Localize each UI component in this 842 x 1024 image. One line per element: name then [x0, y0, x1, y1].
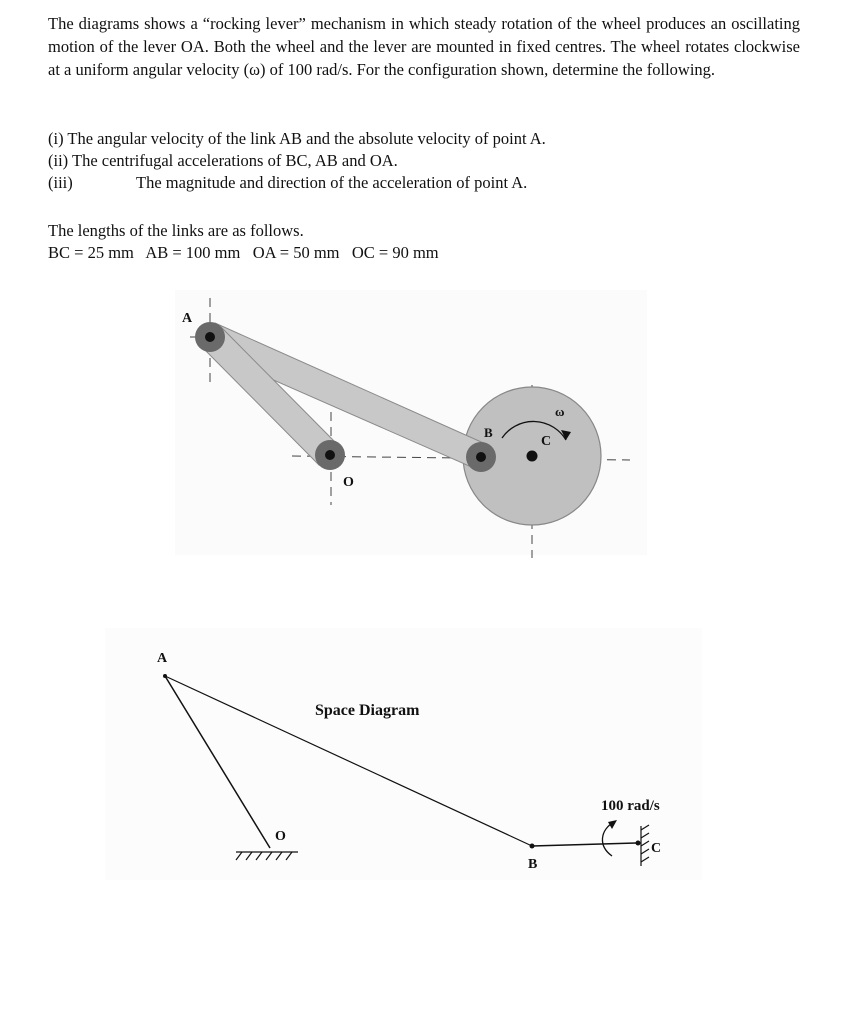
question-text: The angular velocity of the link AB and the absolute velocity of point A. — [67, 129, 546, 148]
centre-c — [527, 451, 538, 462]
lengths-title: The lengths of the links are as follows. — [48, 221, 304, 240]
pivot-b-pin — [476, 452, 486, 462]
label-o: O — [343, 475, 354, 490]
label-c: C — [541, 434, 552, 449]
question-text: The magnitude and direction of the acceleration of point A. — [136, 173, 528, 192]
space-diagram-background — [105, 628, 702, 880]
sd-label-a: A — [157, 651, 168, 666]
pivot-o-pin — [325, 450, 335, 460]
question-number: (iii) — [48, 173, 73, 192]
point-b — [530, 844, 535, 849]
speed-label: 100 rad/s — [601, 798, 660, 814]
mechanism-figure — [175, 290, 647, 558]
sd-label-o: O — [275, 829, 286, 844]
point-a — [163, 674, 167, 678]
label-a: A — [182, 311, 193, 326]
question-text: The centrifugal accelerations of BC, AB and OA. — [72, 151, 398, 170]
space-diagram — [105, 628, 702, 880]
sd-label-b: B — [528, 857, 538, 872]
label-b: B — [484, 425, 493, 440]
label-omega: ω — [555, 404, 565, 419]
space-diagram-title: Space Diagram — [315, 702, 420, 719]
sd-label-c: C — [651, 841, 662, 856]
question-number: (ii) — [48, 151, 69, 170]
pivot-a-pin — [205, 332, 215, 342]
point-c — [636, 841, 641, 846]
lengths-values: BC = 25 mm AB = 100 mm OA = 50 mm OC = 90 mm — [48, 243, 439, 262]
question-number: (i) — [48, 129, 64, 148]
problem-intro: The diagrams shows a “rocking lever” mechanism in which steady rotation of the wheel produces an oscillating motion of the lever OA. Both the wheel and the lever are mounted in fixed centres. The wheel rotates clockwise at a uniform angular velocity (ω) of 100 rad/s. For the configuration shown, determine the following. — [48, 14, 800, 79]
